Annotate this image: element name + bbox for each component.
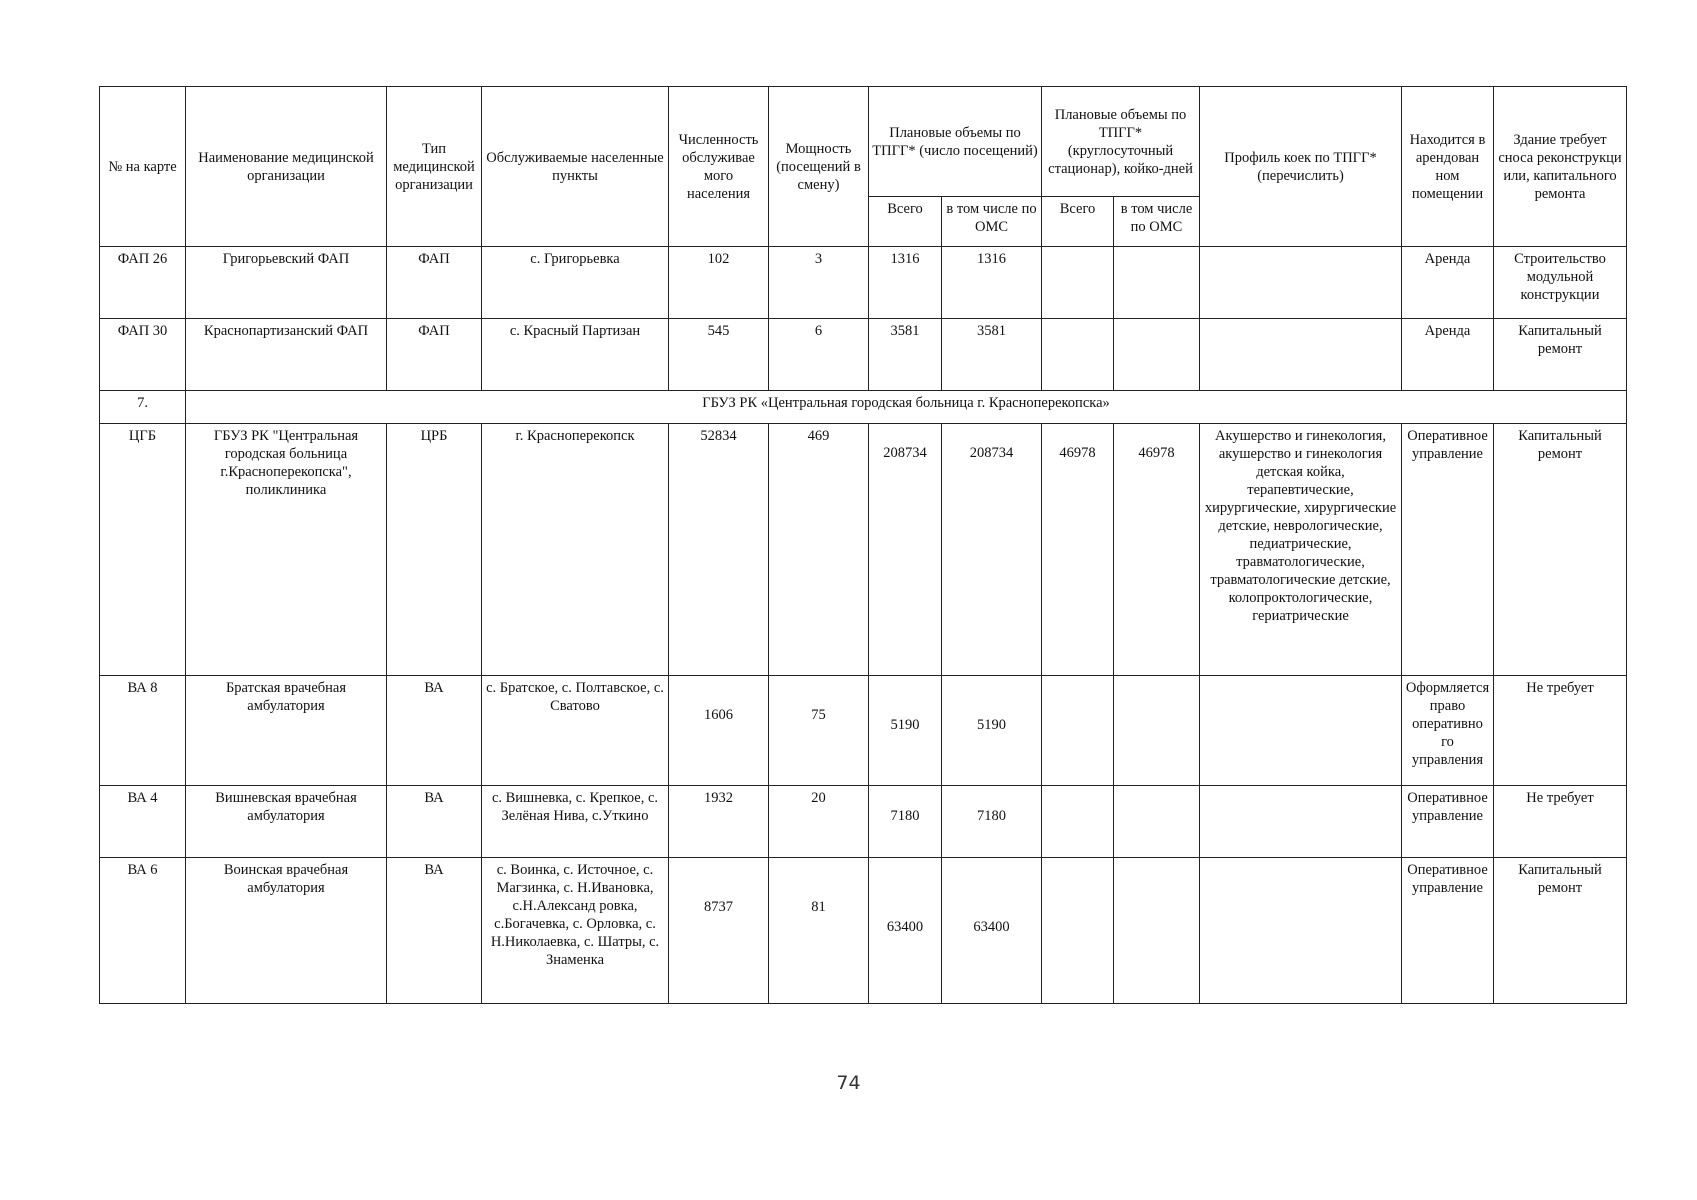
cell-beds-total [1042, 319, 1114, 391]
cell-rented: Оперативное управление [1402, 424, 1494, 676]
cell-visits-total: 7180 [869, 786, 942, 858]
cell-profile [1200, 858, 1402, 1004]
cell-settlements: с. Братское, с. Полтавское, с. Сватово [482, 676, 669, 786]
cell-num: ВА 8 [100, 676, 186, 786]
cell-type: ВА [387, 858, 482, 1004]
cell-name: ГБУЗ РК "Центральная городская больница г.Красноперекопска", поликлиника [186, 424, 387, 676]
cell-beds-total: 46978 [1042, 424, 1114, 676]
cell-visits-oms: 1316 [942, 247, 1042, 319]
cell-visits-oms: 5190 [942, 676, 1042, 786]
section-row [100, 391, 1627, 424]
header-settlements: Обслуживаемые населенные пункты [482, 87, 669, 247]
cell-beds-total [1042, 247, 1114, 319]
cell-beds-oms [1114, 247, 1200, 319]
table-row [100, 319, 1627, 391]
cell-building: Капитальный ремонт [1494, 319, 1627, 391]
cell-rented: Оперативное управление [1402, 858, 1494, 1004]
cell-num: ЦГБ [100, 424, 186, 676]
header-building: Здание требует сноса реконструкци или, капитального ремонта [1494, 87, 1627, 247]
cell-building: Строительство модульной конструкции [1494, 247, 1627, 319]
cell-beds-oms [1114, 786, 1200, 858]
cell-visits-total: 1316 [869, 247, 942, 319]
cell-settlements: с. Вишневка, с. Крепкое, с. Зелёная Нива, с.Уткино [482, 786, 669, 858]
header-population: Численность обслуживае мого населения [669, 87, 769, 247]
header-visits-total: Всего [869, 197, 942, 247]
cell-building: Не требует [1494, 786, 1627, 858]
cell-capacity: 6 [769, 319, 869, 391]
cell-name: Краснопартизанский ФАП [186, 319, 387, 391]
section-num: 7. [100, 391, 186, 424]
cell-visits-total: 5190 [869, 676, 942, 786]
table-row [100, 676, 1627, 786]
cell-name: Воинская врачебная амбулатория [186, 858, 387, 1004]
cell-visits-oms: 63400 [942, 858, 1042, 1004]
header-beds-oms: в том числе по ОМС [1114, 197, 1200, 247]
table-row [100, 424, 1627, 676]
cell-settlements: с. Воинка, с. Источное, с. Магзинка, с. Н.Ивановка, с.Н.Александ ровка, с.Богачевка, с. Орловка, с. Н.Николаевка, с. Шатры, с. Знаменка [482, 858, 669, 1004]
cell-name: Вишневская врачебная амбулатория [186, 786, 387, 858]
cell-num: ФАП 30 [100, 319, 186, 391]
header-capacity: Мощность (посещений в смену) [769, 87, 869, 247]
cell-rented: Аренда [1402, 247, 1494, 319]
cell-settlements: с. Красный Партизан [482, 319, 669, 391]
cell-building: Капитальный ремонт [1494, 858, 1627, 1004]
cell-profile [1200, 319, 1402, 391]
cell-type: ЦРБ [387, 424, 482, 676]
cell-capacity: 75 [769, 676, 869, 786]
cell-settlements: с. Григорьевка [482, 247, 669, 319]
header-type: Тип медицинской организации [387, 87, 482, 247]
cell-beds-oms [1114, 319, 1200, 391]
cell-beds-oms: 46978 [1114, 424, 1200, 676]
header-beds-group: Плановые объемы по ТПГГ* (круглосуточный стационар), койко-дней [1042, 87, 1200, 197]
table-row [100, 786, 1627, 858]
medical-organizations-table [99, 86, 1627, 1004]
cell-type: ВА [387, 676, 482, 786]
cell-visits-oms: 3581 [942, 319, 1042, 391]
cell-type: ФАП [387, 247, 482, 319]
cell-rented: Аренда [1402, 319, 1494, 391]
header-num: № на карте [100, 87, 186, 247]
header-name: Наименование медицинской организации [186, 87, 387, 247]
cell-visits-total: 208734 [869, 424, 942, 676]
cell-population: 102 [669, 247, 769, 319]
cell-population: 1606 [669, 676, 769, 786]
cell-beds-total [1042, 676, 1114, 786]
section-title: ГБУЗ РК «Центральная городская больница г. Красноперекопска» [186, 391, 1627, 424]
cell-beds-oms [1114, 676, 1200, 786]
header-bed-profile: Профиль коек по ТПГГ* (перечислить) [1200, 87, 1402, 247]
page-number: 74 [836, 1072, 861, 1094]
cell-building: Не требует [1494, 676, 1627, 786]
cell-num: ВА 6 [100, 858, 186, 1004]
cell-population: 52834 [669, 424, 769, 676]
cell-type: ВА [387, 786, 482, 858]
cell-name: Братская врачебная амбулатория [186, 676, 387, 786]
header-visits-group: Плановые объемы по ТПГГ* (число посещений) [869, 87, 1042, 197]
cell-population: 8737 [669, 858, 769, 1004]
cell-capacity: 20 [769, 786, 869, 858]
header-rented: Находится в арендован ном помещении [1402, 87, 1494, 247]
cell-rented: Оперативное управление [1402, 786, 1494, 858]
cell-beds-oms [1114, 858, 1200, 1004]
cell-visits-total: 3581 [869, 319, 942, 391]
cell-profile: Акушерство и гинекология, акушерство и гинекология детская койка, терапевтические, хирургические, хирургические детские, неврологические, педиатрические, травматологические, травматологические детские, колопроктологические, гериатрические [1200, 424, 1402, 676]
cell-capacity: 469 [769, 424, 869, 676]
table-row [100, 247, 1627, 319]
cell-population: 545 [669, 319, 769, 391]
cell-settlements: г. Красноперекопск [482, 424, 669, 676]
cell-capacity: 81 [769, 858, 869, 1004]
cell-profile [1200, 786, 1402, 858]
cell-beds-total [1042, 858, 1114, 1004]
cell-rented: Оформляется право оперативно го управления [1402, 676, 1494, 786]
cell-profile [1200, 247, 1402, 319]
cell-building: Капитальный ремонт [1494, 424, 1627, 676]
cell-capacity: 3 [769, 247, 869, 319]
cell-num: ФАП 26 [100, 247, 186, 319]
cell-visits-oms: 208734 [942, 424, 1042, 676]
cell-beds-total [1042, 786, 1114, 858]
header-beds-total: Всего [1042, 197, 1114, 247]
cell-type: ФАП [387, 319, 482, 391]
cell-population: 1932 [669, 786, 769, 858]
cell-num: ВА 4 [100, 786, 186, 858]
cell-visits-total: 63400 [869, 858, 942, 1004]
header-visits-oms: в том числе по ОМС [942, 197, 1042, 247]
cell-name: Григорьевский ФАП [186, 247, 387, 319]
cell-profile [1200, 676, 1402, 786]
table-row [100, 858, 1627, 1004]
cell-visits-oms: 7180 [942, 786, 1042, 858]
